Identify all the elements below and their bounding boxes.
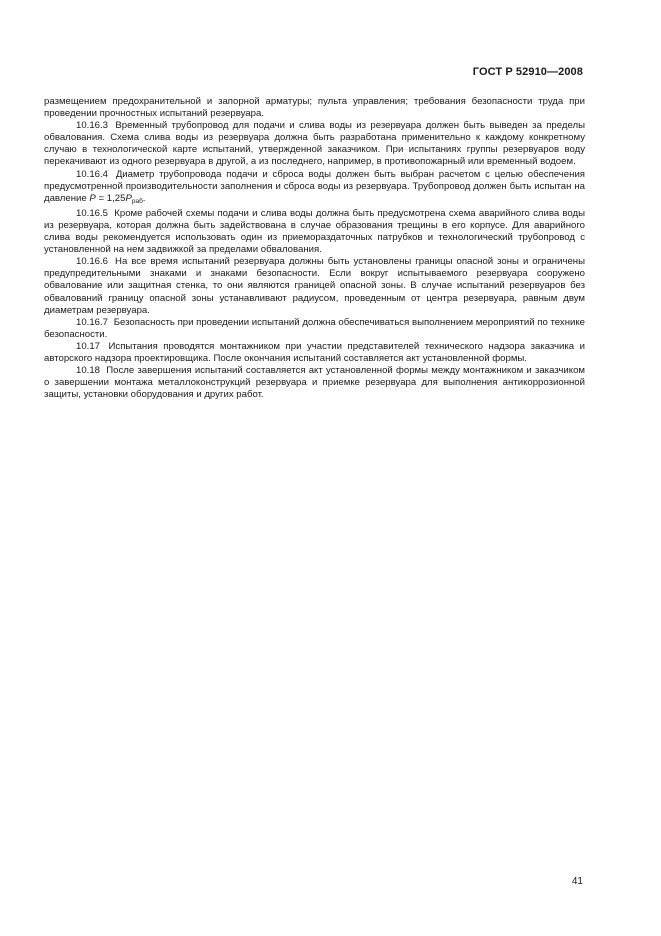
paragraph-text: Временный трубопровод для подачи и слива воды из резервуара должен быть выведен за пределы обвалования. Схема слива воды из резервуара должна быть разработана применительно к каждому конкретному случаю в технологической карте испытаний, утвержденной заказчиком. При испытаниях группы резервуаров воду перекачивают из одного резервуара в другой, а из последнего, например, в противопожарный или временный водоем. — [44, 120, 586, 168]
pressure-formula — [89, 193, 145, 204]
paragraph-text: После завершения испытаний составляется акт установленной формы между монтажником и заказчиком о завершении монтажа металлоконструкций резервуара и приемке резервуара для выполнения антикоррозионной защиты, установки оборудования и других работ. — [44, 365, 585, 401]
paragraph-text: Кроме рабочей схемы подачи и слива воды должна быть предусмотрена схема аварийного слива воды из резервуара, которая должна быть задействована в случае образования трещины в его корпусе. Для аварийного слива воды рекомендуется использовать один из приемораздаточных патрубков и технологический трубопровод с установленной на нем задвижкой за пределами обвалования. — [44, 207, 585, 256]
paragraph-text: Безопасность при проведении испытаний должна обеспечиваться выполнением мероприятий по технике безопасности. — [44, 316, 585, 340]
paragraph-text: Диаметр трубопровода подачи и сброса воды должен быть выбран расчетом с целью обеспечения предусмотренной производительности заполнения и сброса воды из резервуара. Трубопровод должен быть испытан на давление — [44, 168, 585, 204]
document-standard-header: ГОСТ Р 52910—2008 — [472, 66, 583, 78]
paragraph-text: Испытания проводятся монтажником при участии представителей технического надзора заказчика и авторского надзора проектировщика. После окончания испытаний составляется акт установленной формы. — [44, 340, 585, 364]
paragraph-10-16-6 — [44, 256, 585, 316]
formula-var: P — [125, 192, 132, 204]
paragraph-10-16-5 — [44, 208, 585, 256]
formula-lhs: P — [89, 192, 96, 204]
paragraph-number: 10.16.6 — [76, 256, 109, 268]
page-number: 41 — [571, 876, 583, 887]
paragraph-10-16-7 — [44, 317, 585, 341]
paragraph-text: На все время испытаний резервуара должны быть установлены границы опасной зоны и ограничены предупредительными знаками и знаками безопасности. Если вокруг испытываемого резервуара сооружено обвалование или защитная стенка, то они являются границей опасной зоны. В случае испытаний резервуаров без обвалований границу опасной зоны устанавливают радиусом, проведенным от центра резервуара, равным двум диаметрам резервуара. — [44, 256, 585, 316]
paragraph-number: 10.16.4 — [76, 168, 109, 180]
paragraph-text: размещением предохранительной и запорной арматуры; пульта управления; требования безопасности труда при проведении прочностных испытаний резервуара. — [44, 96, 585, 120]
document-body — [44, 96, 585, 401]
paragraph-number: 10.16.3 — [76, 120, 109, 132]
formula-subscript: раб — [131, 197, 143, 205]
paragraph-continuation — [44, 96, 585, 120]
formula-end: . — [142, 192, 146, 204]
paragraph-number: 10.16.5 — [76, 207, 109, 219]
paragraph-10-16-3 — [44, 120, 585, 168]
paragraph-number: 10.18 — [76, 365, 101, 377]
paragraph-10-17 — [44, 341, 585, 365]
paragraph-number: 10.17 — [76, 340, 101, 352]
paragraph-10-18 — [44, 365, 585, 401]
paragraph-number: 10.16.7 — [76, 316, 109, 328]
formula-eq: = 1,25 — [95, 192, 126, 204]
paragraph-10-16-4 — [44, 169, 585, 208]
